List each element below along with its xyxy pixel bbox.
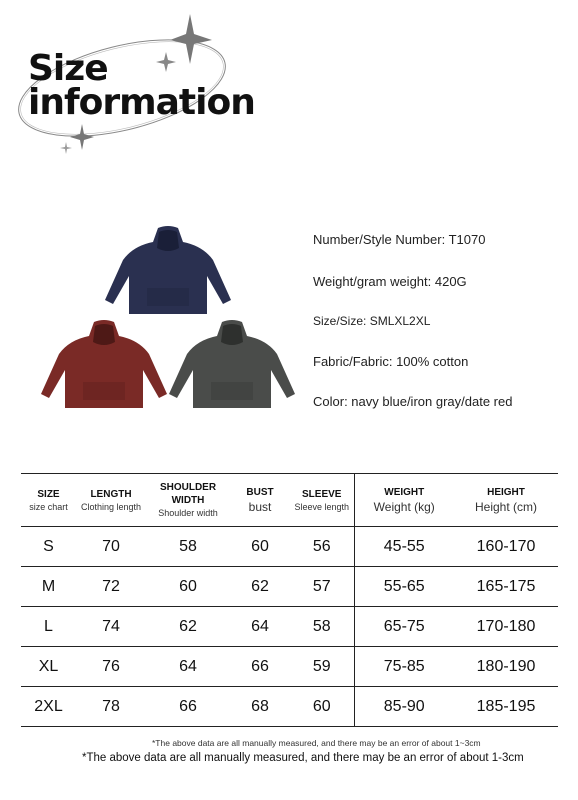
cell-height: 160-170 [454,527,558,567]
cell-bust: 60 [230,527,290,567]
header-weight: WEIGHT Weight (kg) [354,474,454,527]
cell-bust: 66 [230,647,290,687]
table-row [21,567,558,607]
cell-bust: 62 [230,567,290,607]
cell-length: 74 [76,607,146,647]
cell-height: 165-175 [454,567,558,607]
cell-weight: 65-75 [354,607,454,647]
cell-shoulder: 62 [146,607,230,647]
table-row [21,687,558,727]
measurement-note-small: *The above data are all manually measured, and there may be an error of about 1~3cm [152,738,481,748]
cell-shoulder: 64 [146,647,230,687]
cell-height: 185-195 [454,687,558,727]
sparkle-icon [70,124,94,150]
sparkle-icon [60,142,72,154]
cell-size: L [21,607,76,647]
cell-weight: 55-65 [354,567,454,607]
cell-weight: 75-85 [354,647,454,687]
cell-sleeve: 57 [290,567,354,607]
header-bust: BUST bust [230,474,290,527]
header-shoulder-width: SHOULDER WIDTH Shoulder width [146,474,230,527]
cell-size: S [21,527,76,567]
cell-size: 2XL [21,687,76,727]
cell-sleeve: 56 [290,527,354,567]
spec-fabric: Fabric/Fabric: 100% cotton [313,354,469,369]
cell-shoulder: 60 [146,567,230,607]
cell-height: 180-190 [454,647,558,687]
cell-weight: 85-90 [354,687,454,727]
table-row [21,607,558,647]
spec-color: Color: navy blue/iron gray/date red [313,394,513,409]
cell-shoulder: 58 [146,527,230,567]
cell-length: 70 [76,527,146,567]
size-table [21,473,558,727]
spec-size: Size/Size: SMLXL2XL [313,314,431,328]
cell-length: 78 [76,687,146,727]
hoodie-red-image [39,320,169,412]
header-size: SIZE size chart [21,474,76,527]
header-length: LENGTH Clothing length [76,474,146,527]
cell-size: XL [21,647,76,687]
cell-height: 170-180 [454,607,558,647]
page-title [28,48,255,123]
hoodie-gray-image [167,320,297,412]
cell-size: M [21,567,76,607]
title-line-2: information [28,82,255,123]
cell-shoulder: 66 [146,687,230,727]
spec-weight: Weight/gram weight: 420G [313,274,467,289]
spec-style: Number/Style Number: T1070 [313,232,486,247]
title-line-1: Size [28,48,108,89]
cell-length: 76 [76,647,146,687]
cell-sleeve: 58 [290,607,354,647]
header-sleeve: SLEEVE Sleeve length [290,474,354,527]
table-row [21,647,558,687]
cell-sleeve: 59 [290,647,354,687]
header-height: HEIGHT Height (cm) [454,474,558,527]
cell-sleeve: 60 [290,687,354,727]
cell-bust: 64 [230,607,290,647]
cell-bust: 68 [230,687,290,727]
cell-length: 72 [76,567,146,607]
table-header-row [21,474,558,527]
cell-weight: 45-55 [354,527,454,567]
hoodie-navy-image [103,226,233,318]
table-row [21,527,558,567]
measurement-note: *The above data are all manually measured, and there may be an error of about 1-3cm [82,752,524,764]
